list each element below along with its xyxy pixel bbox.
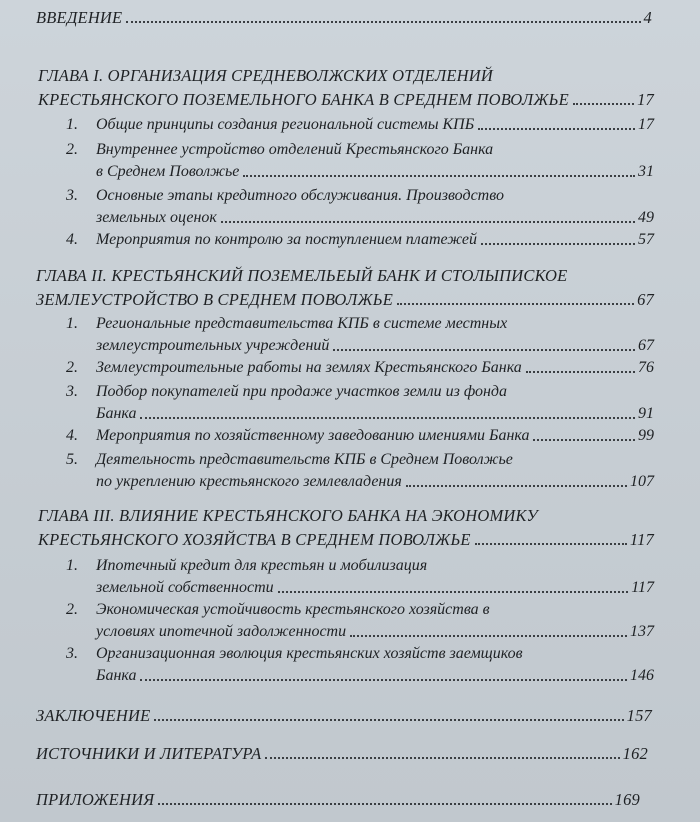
chapter-2-item-5-line2: по укреплению крестьянского землевладения 107: [96, 473, 654, 490]
dot-leader: [278, 591, 629, 593]
chapter-1-item-4: 4. Мероприятия по контролю за поступлением платежей 57: [66, 231, 654, 248]
dot-leader: [154, 719, 623, 721]
chapter-2-page: 67: [637, 290, 654, 309]
dot-leader: [140, 679, 627, 681]
chapter-1-page: 17: [637, 90, 654, 109]
toc-intro: [36, 8, 652, 28]
chapter-2-item-1: 1. Региональные представительства КПБ в системе местных: [66, 315, 508, 332]
dot-leader: [126, 21, 640, 23]
chapter-2-item-1-line2: землеустроительных учреждений 67: [96, 337, 654, 354]
chapter-1-item-1: 1. Общие принципы создания региональной системы КПБ 17: [66, 116, 654, 133]
chapter-2-title: ГЛАВА II. КРЕСТЬЯНСКИЙ ПОЗЕМЕЛЬЕЫЙ БАНК И СТОЛЫПИСКОЕ: [36, 266, 568, 285]
dot-leader: [265, 757, 619, 759]
toc-intro-label: ВВЕДЕНИЕ: [36, 8, 123, 27]
dot-leader: [475, 543, 627, 545]
chapter-1-item-2-line2: в Среднем Поволжье 31: [96, 163, 654, 180]
dot-leader: [526, 371, 635, 373]
chapter-1-title-line2: КРЕСТЬЯНСКОГО ПОЗЕМЕЛЬНОГО БАНКА В СРЕДНЕМ ПОВОЛЖЬЕ 17: [38, 90, 654, 109]
dot-leader: [478, 128, 635, 130]
chapter-3-item-3: 3. Организационная эволюция крестьянских хозяйств заемщиков: [66, 645, 523, 662]
chapter-3-item-2-line2: условиях ипотечной задолженности 137: [96, 623, 654, 640]
dot-leader: [533, 439, 635, 441]
chapter-2-item-4: 4. Мероприятия по хозяйственному заведованию имениями Банка 99: [66, 427, 654, 444]
dot-leader: [221, 221, 635, 223]
dot-leader: [243, 175, 635, 177]
chapter-2-item-3-line2: Банка 91: [96, 405, 654, 422]
dot-leader: [481, 243, 635, 245]
toc-conclusion: ЗАКЛЮЧЕНИЕ 157: [36, 706, 652, 725]
chapter-2-item-5: 5. Деятельность представительств КПБ в Среднем Поволжье: [66, 451, 513, 468]
chapter-3-item-2: 2. Экономическая устойчивость крестьянского хозяйства в: [66, 601, 490, 618]
chapter-3-title-line2: КРЕСТЬЯНСКОГО ХОЗЯЙСТВА В СРЕДНЕМ ПОВОЛЖЬЕ 117: [38, 530, 654, 549]
dot-leader: [573, 103, 634, 105]
chapter-1-title: ГЛАВА I. ОРГАНИЗАЦИЯ СРЕДНЕВОЛЖСКИХ ОТДЕЛЕНИЙ: [38, 66, 493, 85]
dot-leader: [333, 349, 635, 351]
chapter-3-title: ГЛАВА III. ВЛИЯНИЕ КРЕСТЬЯНСКОГО БАНКА НА ЭКОНОМИКУ: [38, 506, 538, 525]
dot-leader: [406, 485, 627, 487]
dot-leader: [350, 635, 627, 637]
chapter-2-title-line2: ЗЕМЛЕУСТРОЙСТВО В СРЕДНЕМ ПОВОЛЖЬЕ 67: [36, 290, 654, 309]
dot-leader: [397, 303, 634, 305]
toc-intro-page: 4: [643, 8, 652, 27]
chapter-3-item-3-line2: Банка 146: [96, 667, 654, 684]
chapter-3-page: 117: [629, 530, 654, 549]
chapter-1-item-3: 3. Основные этапы кредитного обслуживания. Производство: [66, 187, 504, 204]
toc-sources: ИСТОЧНИКИ И ЛИТЕРАТУРА 162: [36, 744, 648, 763]
dot-leader: [158, 803, 611, 805]
chapter-2-item-2: 2. Землеустроительные работы на землях Крестьянского Банка 76: [66, 359, 654, 376]
toc-appendix: ПРИЛОЖЕНИЯ 169: [36, 790, 640, 809]
chapter-2-item-3: 3. Подбор покупателей при продаже участков земли из фонда: [66, 383, 508, 400]
chapter-3-item-1: 1. Ипотечный кредит для крестьян и мобилизация: [66, 557, 428, 574]
chapter-1-item-2: 2. Внутреннее устройство отделений Крестьянского Банка: [66, 141, 494, 158]
dot-leader: [140, 417, 635, 419]
chapter-3-item-1-line2: земельной собственности 117: [96, 579, 654, 596]
chapter-1-item-3-line2: земельных оценок 49: [96, 209, 654, 226]
